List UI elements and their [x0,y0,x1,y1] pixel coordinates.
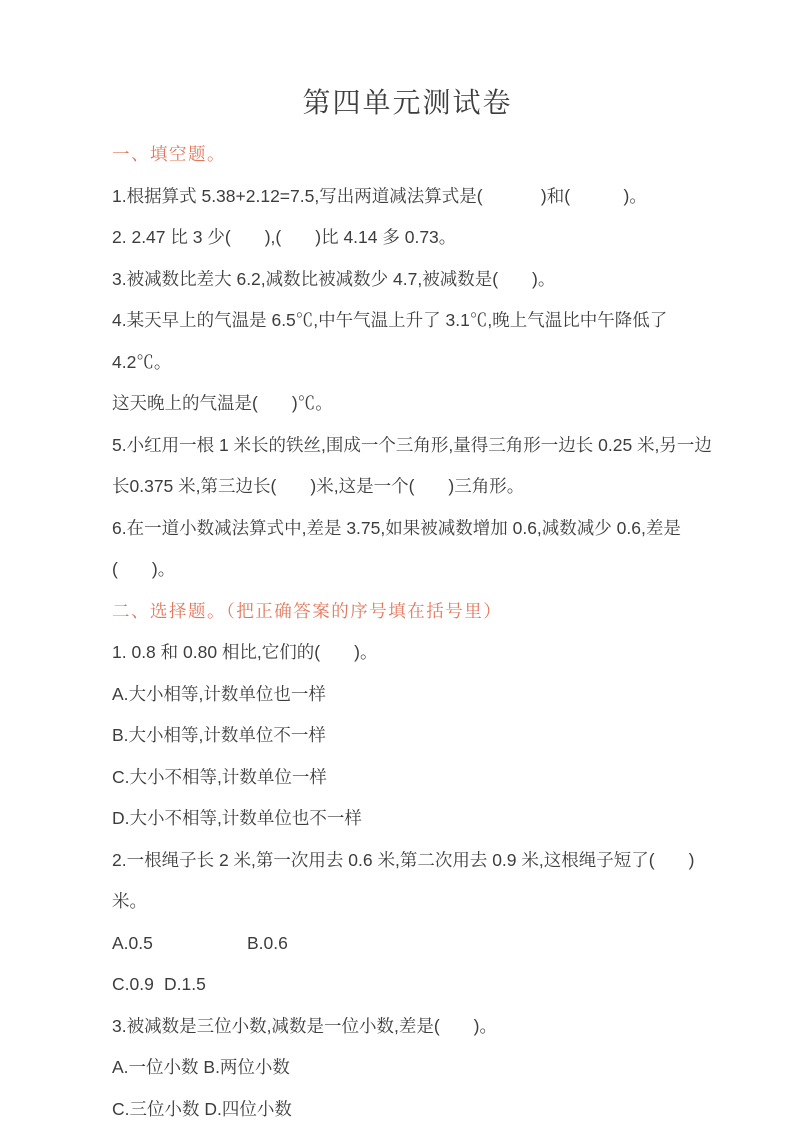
question-line: 1. 0.8 和 0.80 相比,它们的( )。 [112,642,378,662]
option-b: B.0.6 [247,932,288,953]
section-heading-multiple-choice: 二、选择题。（把正确答案的序号填在括号里） [112,600,503,621]
question-line: 这天晚上的气温是( )℃。 [112,393,333,413]
question-line: 5.小红用一根 1 米长的铁丝,围成一个三角形,量得三角形一边长 0.25 米,另一边 [112,434,712,455]
question-line: 4.某天早上的气温是 6.5℃,中午气温上升了 3.1℃,晚上气温比中午降低了 4.2℃。 [112,310,673,372]
option-c: C.0.9 [112,974,154,994]
page-title: 第四单元测试卷 [302,88,513,119]
option-line-d: D.大小不相等,计数单位也不一样 [112,808,362,828]
question-line: 2.一根绳子长 2 米,第一次用去 0.6 米,第二次用去 0.9 米,这根绳子短了( )米。 [112,849,695,911]
option-a: A.0.5 [112,932,153,953]
option-line-cd: C.三位小数 D.四位小数 [112,1098,292,1119]
question-line: 6.在一道小数减法算式中,差是 3.75,如果被减数增加 0.6,减数减少 0.6,差是 [112,517,681,538]
question-line: 1.根据算式 5.38+2.12=7.5,写出两道减法算式是( )和( )。 [112,185,647,206]
option-line-ab: A.一位小数 B.两位小数 [112,1057,290,1077]
option-line-b: B.大小相等,计数单位不一样 [112,725,326,745]
question-line: 2. 2.47 比 3 少( ),( )比 4.14 多 0.73。 [112,227,457,247]
option-line-c: C.大小不相等,计数单位一样 [112,766,327,787]
question-line: 3.被减数是三位小数,减数是一位小数,差是( )。 [112,1015,498,1036]
option-d: D.1.5 [164,974,206,994]
question-line: 3.被减数比差大 6.2,减数比被减数少 4.7,被减数是( )。 [112,268,556,289]
option-row [112,964,723,1006]
option-line-a: A.大小相等,计数单位也一样 [112,683,326,704]
section-heading-fill-blanks: 一、填空题。 [112,144,226,164]
question-line: ( )。 [112,559,176,579]
option-row [112,923,723,965]
question-line: 长0.375 米,第三边长( )米,这是一个( )三角形。 [112,476,525,496]
